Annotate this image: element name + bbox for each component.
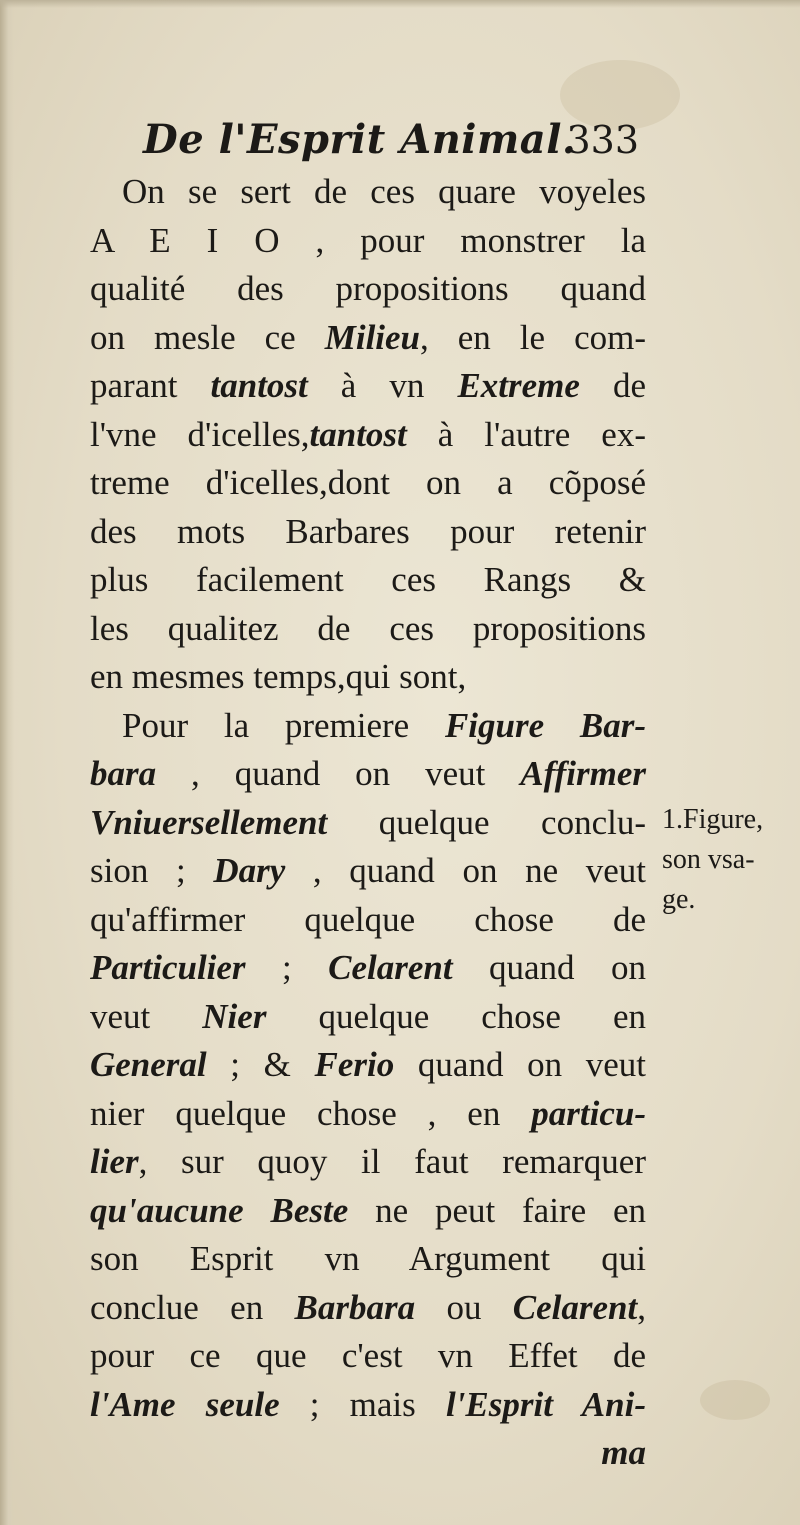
- italic-span: Extreme: [457, 366, 580, 405]
- text-span: , en le com-: [420, 317, 646, 357]
- text-line: [90, 1138, 646, 1187]
- page-left-edge: [0, 0, 14, 1525]
- page-header: [143, 112, 643, 172]
- text-line: [90, 168, 646, 217]
- text-span: veut: [90, 996, 203, 1036]
- italic-span: Nier: [202, 996, 267, 1036]
- italic-span: lier: [90, 1142, 139, 1181]
- text-line: [90, 993, 646, 1042]
- text-span: à vn: [307, 366, 458, 405]
- text-line: [90, 1284, 646, 1333]
- margin-note-line: 1.Figure,: [662, 804, 764, 835]
- italic-span: ma: [601, 1433, 646, 1472]
- italic-span: qu'aucune Beste: [90, 1190, 349, 1230]
- italic-span: tantost: [210, 366, 308, 405]
- text-span: ; mais: [279, 1384, 446, 1424]
- running-title: De l'Esprit Animal.: [143, 116, 577, 163]
- paper-stain: [700, 1380, 770, 1420]
- text-line: [90, 1090, 646, 1139]
- text-line: [90, 944, 646, 993]
- italic-span: Milieu: [324, 317, 421, 357]
- text-line: [90, 411, 646, 460]
- margin-note-line: son vsa-: [662, 844, 755, 875]
- text-line: [90, 1381, 646, 1430]
- text-span: ;: [245, 948, 329, 987]
- text-line: [90, 217, 646, 266]
- text-span: on mesle ce: [90, 317, 325, 357]
- text-span: , quand on ne veut: [285, 851, 646, 890]
- text-span: ; &: [206, 1045, 315, 1084]
- text-span: quelque conclu-: [327, 802, 646, 842]
- text-span: , sur quoy il faut remarquer: [138, 1142, 646, 1181]
- text-span: en mesmes temps,qui sont,: [90, 657, 467, 696]
- text-span: plus facilement ces Rangs &: [90, 560, 646, 599]
- italic-span: Particulier: [90, 948, 246, 987]
- italic-span: l'Ame seule: [90, 1384, 280, 1424]
- text-span: ou: [415, 1287, 513, 1327]
- italic-span: Ferio: [314, 1045, 395, 1084]
- italic-span: Dary: [213, 851, 286, 890]
- text-span: qualité des propositions quand: [90, 269, 646, 308]
- text-span: , quand on veut: [156, 754, 521, 793]
- italic-span: Barbara: [294, 1287, 416, 1327]
- text-line: [90, 314, 646, 363]
- text-line: [90, 605, 646, 654]
- text-line: [90, 1187, 646, 1236]
- text-line: [90, 459, 646, 508]
- text-span: son Esprit vn Argument qui: [90, 1239, 646, 1278]
- text-line: [90, 1235, 646, 1284]
- italic-span: bara: [90, 754, 157, 793]
- page-number: 333: [566, 118, 639, 162]
- text-span: de: [579, 366, 646, 405]
- text-line: [90, 653, 646, 702]
- text-line: [90, 556, 646, 605]
- italic-span: Celarent: [512, 1287, 638, 1327]
- text-span: parant: [90, 366, 211, 405]
- text-span: conclue en: [90, 1287, 295, 1327]
- italic-span: Affirmer: [520, 754, 646, 793]
- italic-span: Celarent: [328, 948, 453, 987]
- italic-span: General: [90, 1045, 207, 1084]
- text-line: [90, 1332, 646, 1381]
- text-span: les qualitez de ces propositions: [90, 608, 646, 648]
- margin-note-line: ge.: [662, 884, 696, 915]
- text-span: à l'autre ex-: [406, 414, 646, 454]
- margin-note: [662, 800, 794, 920]
- italic-span: tantost: [309, 414, 407, 454]
- text-line: [90, 1429, 646, 1478]
- text-line: [90, 508, 646, 557]
- text-line: [90, 847, 646, 896]
- text-span: A E I O , pour monstrer la: [90, 220, 646, 260]
- text-span: quand on: [452, 948, 646, 987]
- text-span: quelque chose en: [266, 996, 646, 1036]
- text-line: [90, 750, 646, 799]
- italic-span: Vniuersellement: [90, 802, 328, 842]
- text-span: des mots Barbares pour retenir: [90, 511, 646, 551]
- text-span: qu'affirmer quelque chose de: [90, 899, 646, 939]
- text-line: [90, 362, 646, 411]
- text-span: quand on veut: [394, 1045, 647, 1084]
- text-span: ,: [637, 1287, 646, 1327]
- text-span: treme d'icelles,dont on a cõposé: [90, 463, 646, 502]
- text-span: l'vne d'icelles,: [90, 414, 310, 454]
- text-line: [90, 799, 646, 848]
- italic-span: Figure Bar-: [444, 705, 646, 745]
- text-span: nier quelque chose , en: [90, 1093, 532, 1133]
- italic-span: particu-: [531, 1093, 646, 1133]
- text-line: [90, 265, 646, 314]
- text-span: sion ;: [90, 851, 214, 890]
- italic-span: l'Esprit Ani-: [445, 1384, 646, 1424]
- text-line: [90, 896, 646, 945]
- text-span: pour ce que c'est vn Effet de: [90, 1336, 646, 1375]
- text-span: On se sert de ces quare voyeles: [122, 172, 646, 211]
- text-line: [90, 702, 646, 751]
- body-text: [90, 168, 646, 1478]
- text-line: [90, 1041, 646, 1090]
- text-span: ne peut faire en: [348, 1190, 646, 1230]
- text-span: Pour la premiere: [122, 705, 445, 745]
- page-top-edge: [0, 0, 800, 8]
